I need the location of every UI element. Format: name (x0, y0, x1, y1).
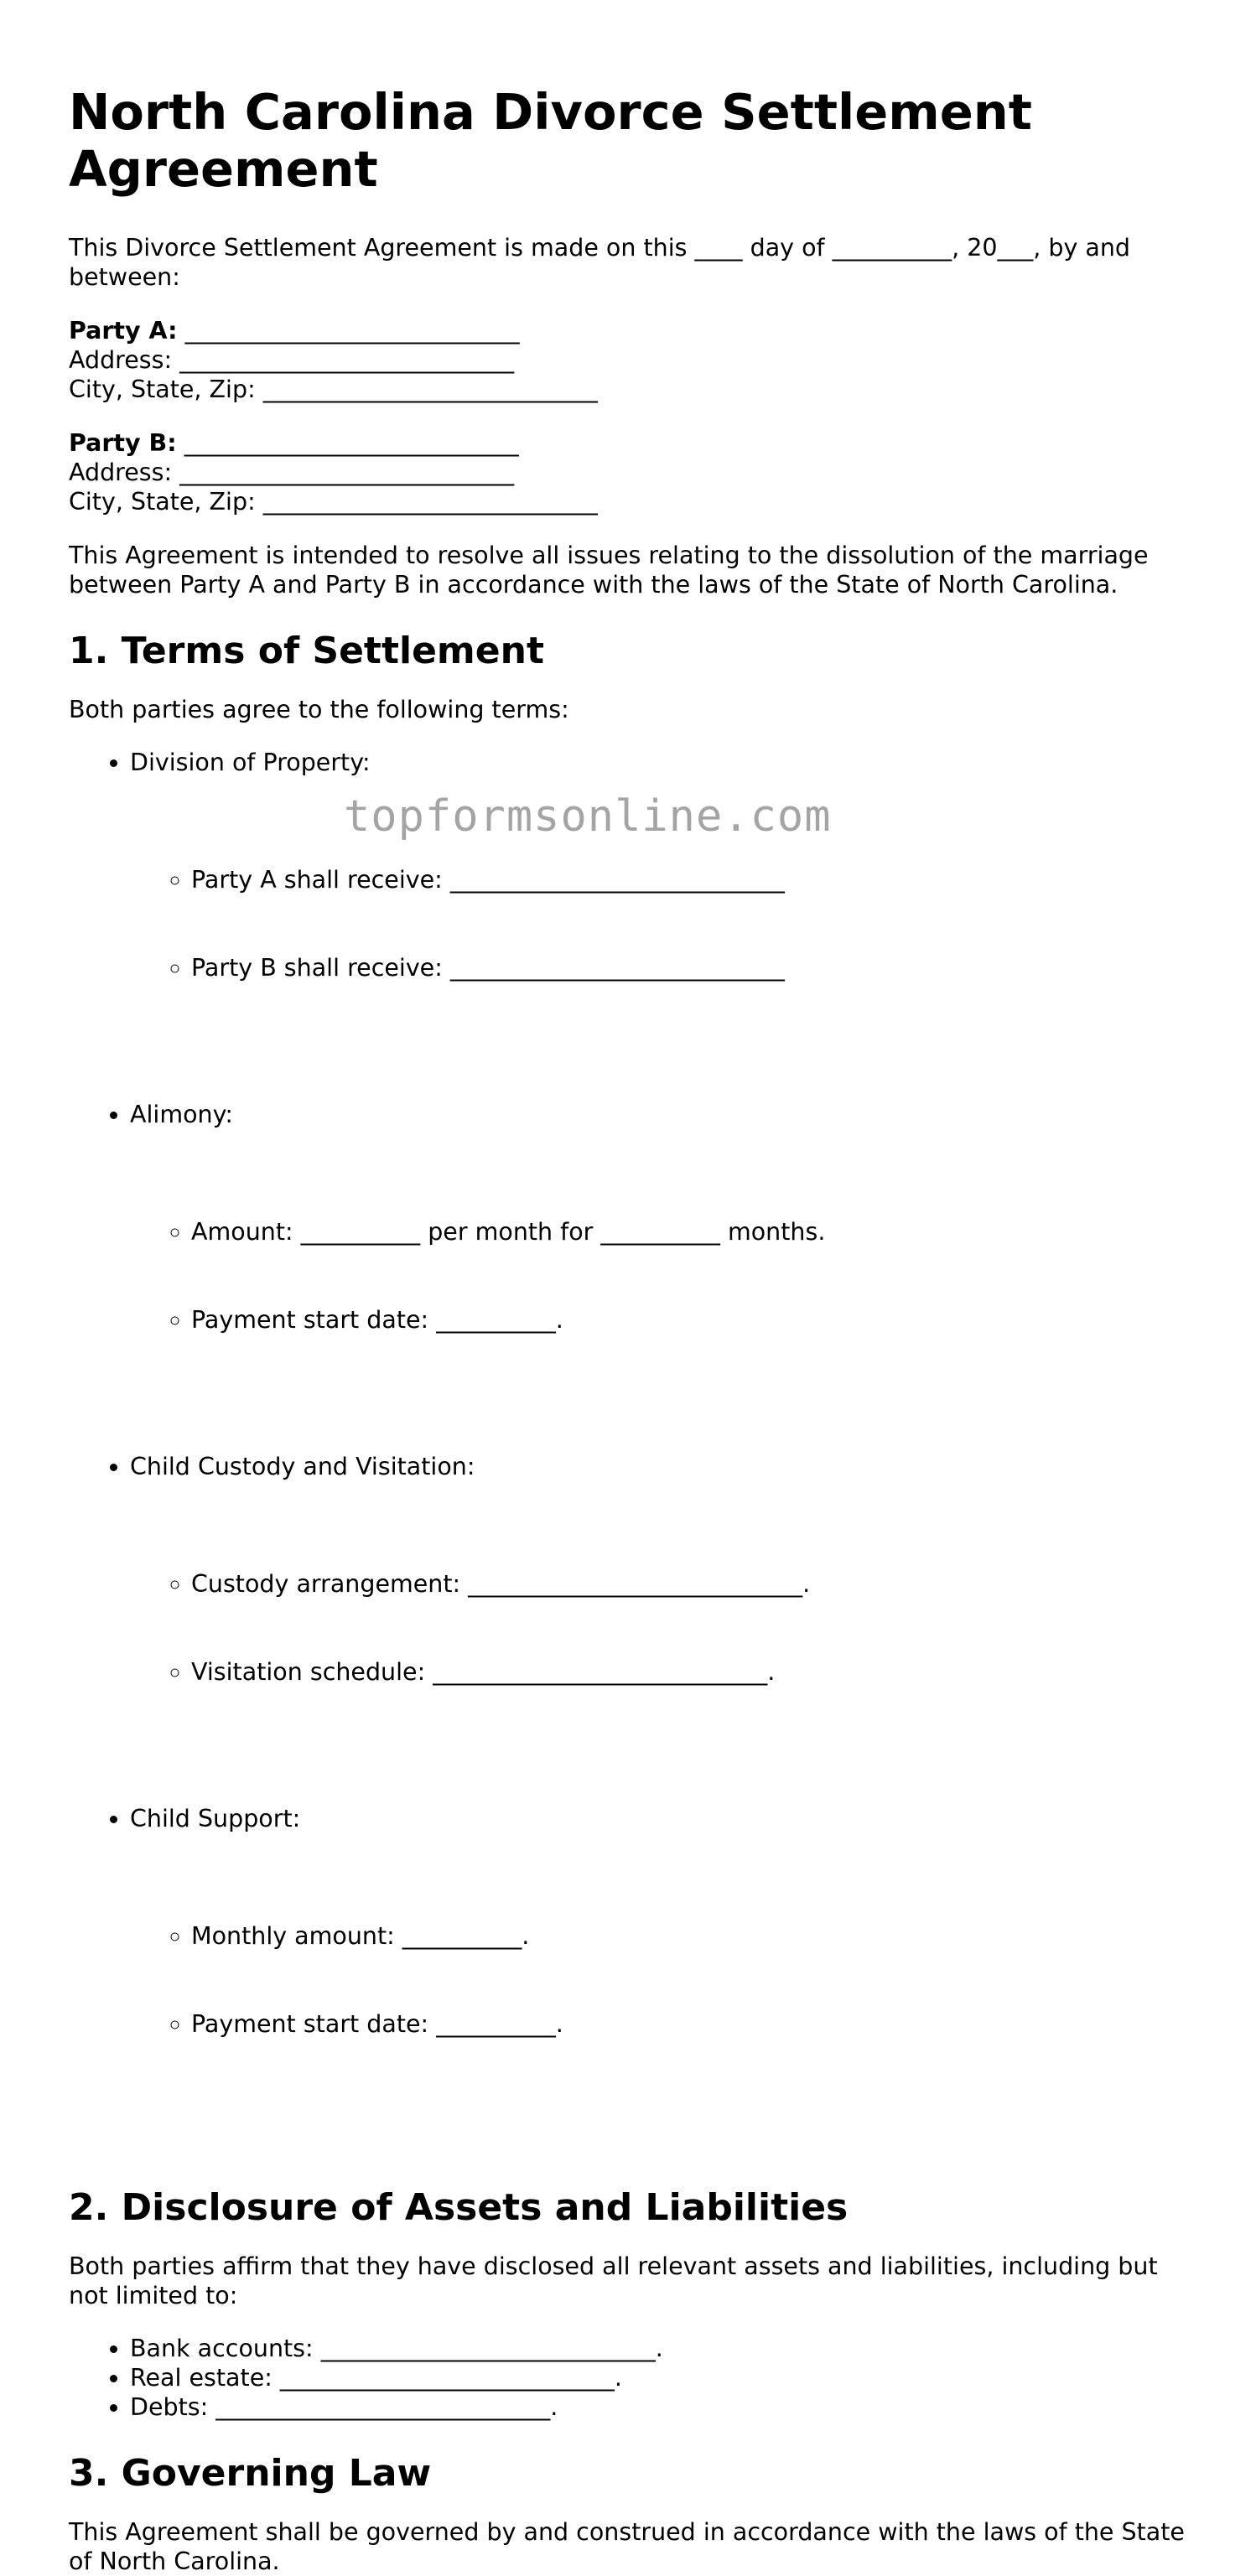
custody-label: Child Custody and Visitation: (130, 1453, 475, 1480)
list-item: ◦ Payment start date: __________. (191, 1305, 1192, 1335)
list-item: ◦ Party A shall receive: ____________________________ (191, 865, 1192, 894)
watermark-text: topformsonline.com (344, 791, 832, 842)
terms-list (69, 748, 1192, 2156)
alimony-label: Alimony: (130, 1101, 233, 1128)
support-label: Child Support: (130, 1805, 301, 1832)
party-b-name-row (69, 428, 1192, 458)
list-item (130, 748, 1192, 1100)
list-item: ◦ Custody arrangement: ____________________________. (191, 1569, 1192, 1599)
property-sublist (130, 806, 1192, 1041)
party-b-city: City, State, Zip: ____________________________ (69, 488, 598, 516)
party-a-city: City, State, Zip: ____________________________ (69, 376, 598, 403)
list-item: ◦ Amount: __________ per month for __________ months. (191, 1217, 1192, 1247)
purpose-paragraph: This Agreement is intended to resolve all issues relating to the dissolution of the marriage between Party A and Party B in accordance with the laws of the State of North Carolina. (69, 542, 1149, 599)
party-a-address: Address: ____________________________ (69, 346, 515, 374)
list-item: ◦ Payment start date: __________. (191, 2009, 1192, 2039)
custody-sublist (130, 1511, 1192, 1745)
party-b-name-blank: ____________________________ (176, 429, 519, 457)
party-b-label: Party B: (69, 429, 177, 457)
section-3-heading: 3. Governing Law (69, 2452, 432, 2495)
list-item (130, 1804, 1192, 2156)
document-page (69, 84, 1192, 2576)
list-item (130, 1452, 1192, 1804)
assets-list (69, 2334, 1192, 2422)
support-sublist (130, 1863, 1192, 2097)
section-1-lead: Both parties agree to the following terms: (69, 696, 569, 723)
party-b-address: Address: ____________________________ (69, 459, 515, 486)
list-item: • Bank accounts: ____________________________. (130, 2334, 1192, 2363)
list-item: ◦ Monthly amount: __________. (191, 1921, 1192, 1951)
page-title: North Carolina Divorce Settlement Agreement (69, 83, 1032, 198)
section-1-heading: 1. Terms of Settlement (69, 630, 544, 672)
party-a-name-row (69, 316, 1192, 345)
section-2-heading: 2. Disclosure of Assets and Liabilities (69, 2186, 849, 2229)
list-item (130, 1100, 1192, 1452)
list-item: • Real estate: ____________________________. (130, 2363, 1192, 2392)
alimony-sublist (130, 1158, 1192, 1393)
intro-paragraph: This Divorce Settlement Agreement is made on this ____ day of __________, 20___, by and between: (69, 234, 1130, 291)
list-item: ◦ Party B shall receive: ____________________________ (191, 953, 1192, 982)
section-3-text: This Agreement shall be governed by and construed in accordance with the laws of the State of North Carolina. (69, 2518, 1185, 2575)
party-a-block (69, 316, 1192, 404)
list-item: ◦ Visitation schedule: ____________________________. (191, 1657, 1192, 1687)
party-a-label: Party A: (69, 317, 178, 345)
section-2-lead: Both parties affirm that they have disclosed all relevant assets and liabilities, including but not limited to: (69, 2252, 1158, 2309)
party-a-name-blank: ____________________________ (177, 317, 520, 345)
list-item: • Debts: ____________________________. (130, 2392, 1192, 2422)
party-b-block (69, 428, 1192, 516)
property-label: Division of Property: (130, 749, 371, 776)
